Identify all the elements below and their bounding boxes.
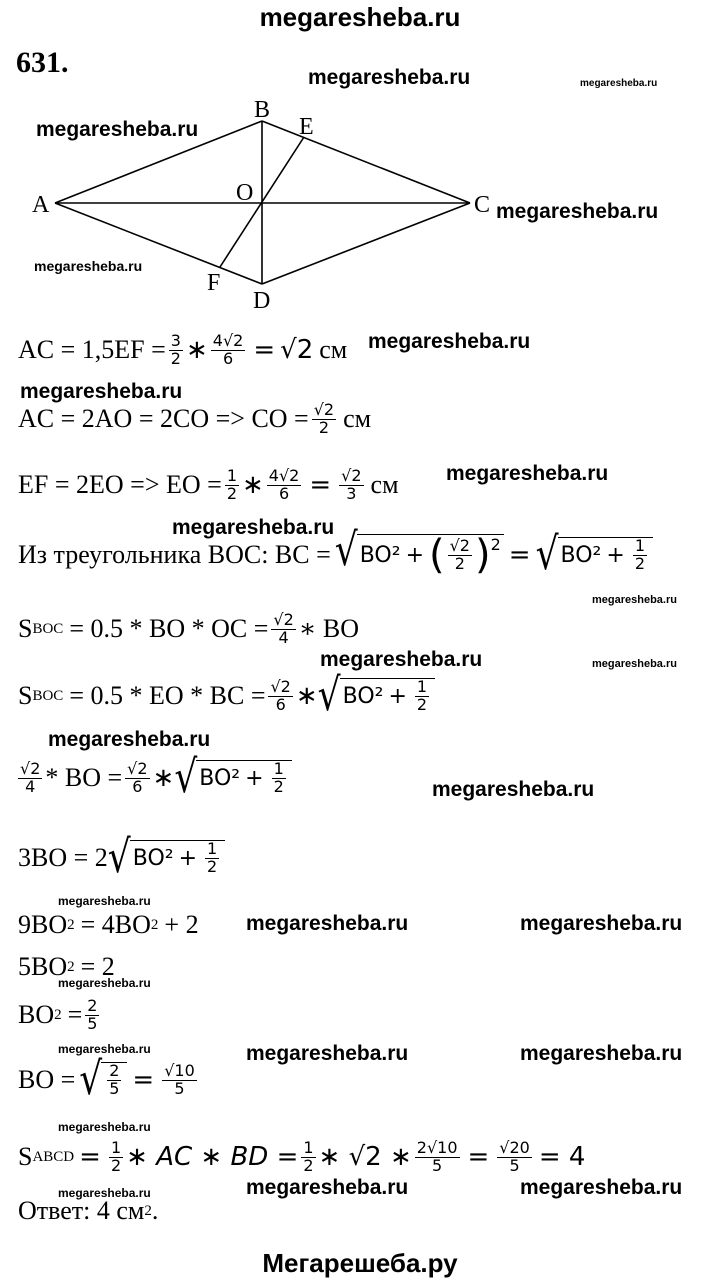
solution-line-2: AC = 2AO = 2CO => CO = $\frac{√2}{2}$ см bbox=[18, 400, 372, 437]
watermark: megaresheba.ru bbox=[34, 258, 143, 274]
watermark: megaresheba.ru bbox=[446, 462, 609, 485]
watermark: megaresheba.ru bbox=[172, 516, 335, 539]
solution-line-8: 3BO = 2 √ BO² + $\frac{1}{2}$ bbox=[18, 840, 225, 876]
site-footer: Мегарешеба.ру bbox=[262, 1248, 458, 1278]
solution-line-5: S BOC = 0.5 * BO * OC = $\frac{√2}{4}$ ∗ BO bbox=[18, 610, 360, 647]
solution-line-10: 5BO 2 = 2 bbox=[18, 952, 115, 981]
watermark: megaresheba.ru bbox=[246, 1042, 409, 1065]
watermark: megaresheba.ru bbox=[580, 78, 658, 89]
label-a: A bbox=[32, 192, 50, 218]
solution-line-1: AC = 1,5EF = $\frac{3}{2}$ ∗ $\frac{4√2}{6}$ = √2 см bbox=[18, 331, 348, 368]
watermark: megaresheba.ru bbox=[520, 912, 683, 935]
side-bc bbox=[262, 121, 470, 203]
label-o: O bbox=[236, 180, 254, 206]
problem-number: 631. bbox=[16, 46, 69, 79]
watermark: megaresheba.ru bbox=[368, 330, 531, 353]
solution-line-12: BO = √ 2 5 = $\frac{√10}{5}$ bbox=[18, 1053, 195, 1105]
watermark: megaresheba.ru bbox=[520, 1176, 683, 1199]
watermark: megaresheba.ru bbox=[58, 976, 151, 990]
label-c: C bbox=[474, 192, 491, 218]
watermark: megaresheba.ru bbox=[320, 648, 483, 671]
watermark: megaresheba.ru bbox=[432, 778, 595, 801]
label-f: F bbox=[207, 270, 221, 296]
solution-line-3: EF = 2EO => EO = $\frac{1}{2}$ ∗ $\frac{4√2}{6}$ = $\frac{√2}{3}$ см bbox=[18, 466, 399, 503]
solution-line-11: BO 2 = $\frac{2}{5}$ bbox=[18, 996, 98, 1033]
solution-line-9: 9BO 2 = 4BO 2 + 2 bbox=[18, 910, 199, 939]
site-header: megaresheba.ru bbox=[259, 2, 461, 32]
solution-line-4: Из треугольника BOC: BC = √ BO² + ( √2 2 ) 2 = √ BO² + $\frac{1}{2}$ bbox=[18, 534, 653, 575]
watermark: megaresheba.ru bbox=[36, 118, 199, 141]
label-b: B bbox=[254, 97, 271, 123]
watermark: megaresheba.ru bbox=[308, 66, 471, 89]
watermark: megaresheba.ru bbox=[58, 1186, 151, 1200]
watermark: megaresheba.ru bbox=[520, 1042, 683, 1065]
watermark: megaresheba.ru bbox=[496, 200, 659, 223]
watermark: megaresheba.ru bbox=[246, 1176, 409, 1199]
watermark: megaresheba.ru bbox=[592, 594, 677, 606]
label-e: E bbox=[299, 114, 314, 140]
side-cd bbox=[262, 203, 470, 284]
watermark: megaresheba.ru bbox=[58, 1042, 151, 1056]
solution-line-7: √2 4 * BO = $\frac{√2}{6}$ ∗ √ BO² + $\frac{1}{2}$ bbox=[18, 760, 292, 796]
watermark: megaresheba.ru bbox=[48, 728, 211, 751]
solution-line-13: S ABCD = $\frac{1}{2}$ ∗ AC ∗ BD = $\frac{1}{2}$ ∗ √2 ∗ $\frac{2√10}{5}$ = $\frac{√20}{5}$ = 4 bbox=[18, 1138, 586, 1175]
watermark: megaresheba.ru bbox=[592, 658, 677, 670]
watermark: megaresheba.ru bbox=[20, 380, 183, 403]
solution-line-6: S BOC = 0.5 * EO * BC = $\frac{√2}{6}$ ∗ √ BO² + $\frac{1}{2}$ bbox=[18, 678, 435, 714]
label-d: D bbox=[253, 288, 271, 314]
watermark: megaresheba.ru bbox=[58, 894, 151, 908]
answer-line: Ответ: 4 см 2 . bbox=[18, 1196, 159, 1225]
watermark: megaresheba.ru bbox=[246, 912, 409, 935]
watermark: megaresheba.ru bbox=[58, 1120, 151, 1134]
